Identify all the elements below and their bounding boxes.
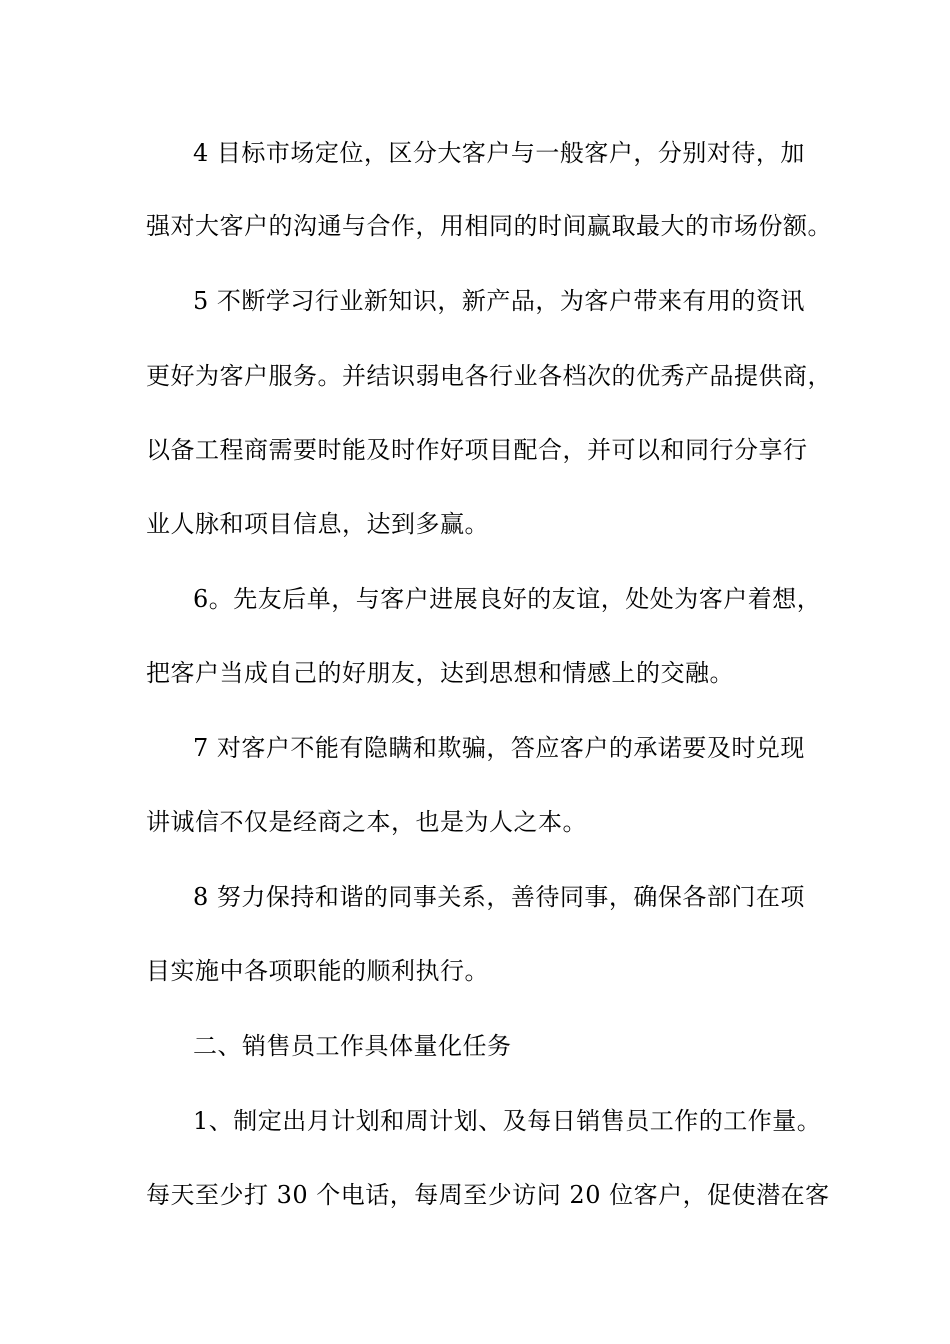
paragraph-5-line-3: 以备工程商需要时能及时作好项目配合，并可以和同行分享行 bbox=[146, 436, 808, 464]
paragraph-5-line-1: 5 不断学习行业新知识，新产品，为客户带来有用的资讯 bbox=[193, 287, 805, 315]
paragraph-4-line-1: 4 目标市场定位，区分大客户与一般客户，分别对待，加 bbox=[193, 139, 805, 167]
paragraph-7-line-2: 讲诚信不仅是经商之本，也是为人之本。 bbox=[146, 808, 587, 836]
paragraph-7-line-1: 7 对客户不能有隐瞒和欺骗，答应客户的承诺要及时兑现 bbox=[193, 734, 805, 762]
task-1-line-2: 每天至少打 30 个电话，每周至少访问 20 位客户，促使潜在客 bbox=[146, 1181, 830, 1209]
task-1-line-1: 1、制定出月计划和周计划、及每日销售员工作的工作量。 bbox=[193, 1107, 822, 1135]
paragraph-8-line-1: 8 努力保持和谐的同事关系，善待同事，确保各部门在项 bbox=[193, 883, 805, 911]
paragraph-5-line-4: 业人脉和项目信息，达到多赢。 bbox=[146, 510, 489, 538]
section-heading: 二、销售员工作具体量化任务 bbox=[193, 1032, 512, 1060]
paragraph-5-line-2: 更好为客户服务。并结识弱电各行业各档次的优秀产品提供商， bbox=[146, 362, 832, 390]
paragraph-4-line-2: 强对大客户的沟通与合作，用相同的时间赢取最大的市场份额。 bbox=[146, 212, 832, 240]
paragraph-6-line-1: 6。先友后单，与客户进展良好的友谊，处处为客户着想， bbox=[193, 585, 822, 613]
paragraph-6-line-2: 把客户当成自己的好朋友，达到思想和情感上的交融。 bbox=[146, 659, 734, 687]
paragraph-8-line-2: 目实施中各项职能的顺利执行。 bbox=[146, 957, 489, 985]
